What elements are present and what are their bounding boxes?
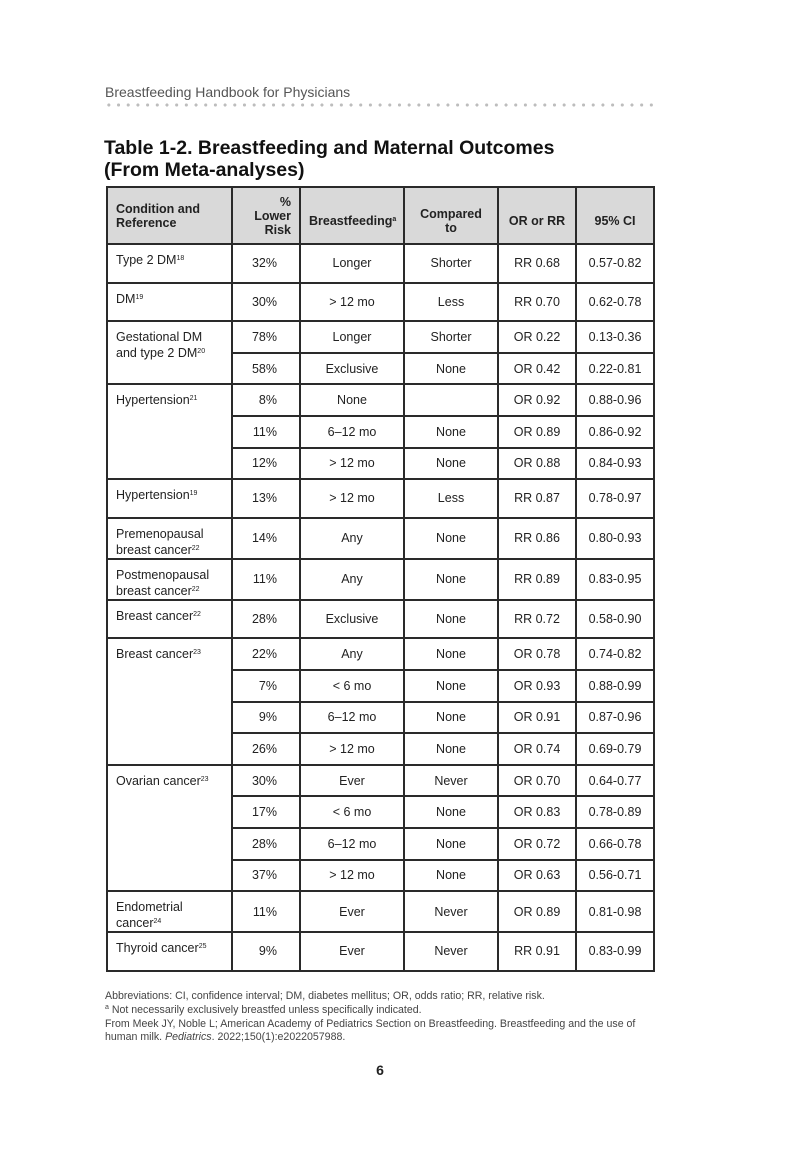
breastfeeding-cell: 6–12 mo <box>300 702 404 734</box>
ratio-cell: OR 0.83 <box>498 796 576 828</box>
compared-to-cell: None <box>404 796 498 828</box>
ci-cell: 0.84-0.93 <box>576 448 654 480</box>
ratio-cell: OR 0.42 <box>498 353 576 385</box>
ratio-cell: OR 0.91 <box>498 702 576 734</box>
lower-risk-cell: 30% <box>232 283 300 322</box>
lower-risk-cell: 78% <box>232 321 300 353</box>
table-row <box>107 283 654 322</box>
lower-risk-cell: 11% <box>232 559 300 600</box>
table-row <box>107 932 654 971</box>
compared-to-cell: Shorter <box>404 244 498 283</box>
ratio-cell: RR 0.91 <box>498 932 576 971</box>
lower-risk-cell: 11% <box>232 891 300 932</box>
table-row <box>107 638 654 670</box>
ratio-cell: RR 0.87 <box>498 479 576 518</box>
condition-cell: Thyroid cancer$^{25}$ <box>107 932 232 971</box>
ci-cell: 0.62-0.78 <box>576 283 654 322</box>
ci-cell: 0.88-0.96 <box>576 384 654 416</box>
breastfeeding-cell: 6–12 mo <box>300 828 404 860</box>
ci-cell: 0.83-0.99 <box>576 932 654 971</box>
ratio-cell: RR 0.70 <box>498 283 576 322</box>
ratio-cell: RR 0.86 <box>498 518 576 559</box>
compared-to-cell: None <box>404 670 498 702</box>
ratio-cell: OR 0.78 <box>498 638 576 670</box>
compared-to-cell: Less <box>404 283 498 322</box>
ci-cell: 0.78-0.97 <box>576 479 654 518</box>
condition-cell: Endometrial cancer$^{24}$ <box>107 891 232 932</box>
breastfeeding-cell: > 12 mo <box>300 448 404 480</box>
compared-to-cell: None <box>404 828 498 860</box>
compared-to-cell: Less <box>404 479 498 518</box>
breastfeeding-cell: 6–12 mo <box>300 416 404 448</box>
ci-cell: 0.22-0.81 <box>576 353 654 385</box>
breastfeeding-cell: Exclusive <box>300 600 404 639</box>
col-header-or-rr: OR or RR <box>498 187 576 244</box>
breastfeeding-cell: Any <box>300 559 404 600</box>
breastfeeding-cell: Ever <box>300 765 404 797</box>
ci-cell: 0.13-0.36 <box>576 321 654 353</box>
lower-risk-cell: 26% <box>232 733 300 765</box>
breastfeeding-cell: Longer <box>300 321 404 353</box>
table-title-line2: (From Meta-analyses) <box>104 159 305 181</box>
breastfeeding-cell: Any <box>300 518 404 559</box>
ratio-cell: RR 0.89 <box>498 559 576 600</box>
lower-risk-cell: 22% <box>232 638 300 670</box>
condition-cell: Premenopausal breast cancer$^{22}$ <box>107 518 232 559</box>
source-citation: From Meek JY, Noble L; American Academy of Pediatrics Section on Breastfeeding. Breastfeeding and the use of human milk. Pediatrics. 2022;150(1):e2022057988. <box>105 1017 636 1044</box>
lower-risk-cell: 13% <box>232 479 300 518</box>
breastfeeding-cell: > 12 mo <box>300 283 404 322</box>
compared-to-cell: None <box>404 600 498 639</box>
abbreviations-note: Abbreviations: CI, confidence interval; DM, diabetes mellitus; OR, odds ratio; RR, relative risk. <box>105 990 545 1002</box>
condition-cell: Postmenopausal breast cancer$^{22}$ <box>107 559 232 600</box>
lower-risk-cell: 28% <box>232 828 300 860</box>
lower-risk-cell: 37% <box>232 860 300 892</box>
compared-to-cell: None <box>404 638 498 670</box>
ci-cell: 0.80-0.93 <box>576 518 654 559</box>
condition-cell: Breast cancer$^{22}$ <box>107 600 232 639</box>
compared-to-cell: None <box>404 733 498 765</box>
condition-cell: Ovarian cancer$^{23}$ <box>107 765 232 891</box>
lower-risk-cell: 32% <box>232 244 300 283</box>
compared-to-cell: None <box>404 860 498 892</box>
table-footnotes <box>105 990 665 1045</box>
compared-to-cell: None <box>404 559 498 600</box>
lower-risk-cell: 17% <box>232 796 300 828</box>
condition-cell: Breast cancer$^{23}$ <box>107 638 232 764</box>
ci-cell: 0.69-0.79 <box>576 733 654 765</box>
table-row <box>107 600 654 639</box>
ratio-cell: OR 0.74 <box>498 733 576 765</box>
table-row <box>107 559 654 600</box>
breastfeeding-cell: Ever <box>300 891 404 932</box>
compared-to-cell: Never <box>404 932 498 971</box>
condition-cell: Gestational DM and type 2 DM$^{20}$ <box>107 321 232 384</box>
ratio-cell: OR 0.22 <box>498 321 576 353</box>
ci-cell: 0.57-0.82 <box>576 244 654 283</box>
compared-to-cell <box>404 384 498 416</box>
compared-to-cell: Never <box>404 891 498 932</box>
lower-risk-cell: 14% <box>232 518 300 559</box>
breastfeeding-cell: < 6 mo <box>300 670 404 702</box>
lower-risk-cell: 28% <box>232 600 300 639</box>
ratio-cell: RR 0.68 <box>498 244 576 283</box>
table-row <box>107 518 654 559</box>
ratio-cell: OR 0.72 <box>498 828 576 860</box>
compared-to-cell: None <box>404 353 498 385</box>
dotted-rule <box>104 103 656 107</box>
ratio-cell: OR 0.92 <box>498 384 576 416</box>
ci-cell: 0.74-0.82 <box>576 638 654 670</box>
ratio-cell: OR 0.63 <box>498 860 576 892</box>
ci-cell: 0.86-0.92 <box>576 416 654 448</box>
lower-risk-cell: 30% <box>232 765 300 797</box>
breastfeeding-cell: > 12 mo <box>300 860 404 892</box>
ci-cell: 0.88-0.99 <box>576 670 654 702</box>
compared-to-cell: None <box>404 416 498 448</box>
ci-cell: 0.66-0.78 <box>576 828 654 860</box>
table-row <box>107 321 654 353</box>
breastfeeding-cell: None <box>300 384 404 416</box>
table-header-row <box>107 187 654 244</box>
breastfeeding-cell: Exclusive <box>300 353 404 385</box>
lower-risk-cell: 58% <box>232 353 300 385</box>
ci-cell: 0.56-0.71 <box>576 860 654 892</box>
col-header-lower-risk: % Lower Risk <box>232 187 300 244</box>
running-head: Breastfeeding Handbook for Physicians <box>105 84 351 100</box>
breastfeeding-cell: Longer <box>300 244 404 283</box>
breastfeeding-cell: > 12 mo <box>300 479 404 518</box>
lower-risk-cell: 8% <box>232 384 300 416</box>
ci-cell: 0.87-0.96 <box>576 702 654 734</box>
table-row <box>107 765 654 797</box>
table-row <box>107 384 654 416</box>
ratio-cell: RR 0.72 <box>498 600 576 639</box>
footnote-a: $^a$ Not necessarily exclusively breastfed unless specifically indicated. <box>105 1003 422 1016</box>
compared-to-cell: None <box>404 518 498 559</box>
page-number: 6 <box>376 1062 384 1078</box>
ci-cell: 0.81-0.98 <box>576 891 654 932</box>
ratio-cell: OR 0.89 <box>498 891 576 932</box>
compared-to-cell: Never <box>404 765 498 797</box>
lower-risk-cell: 11% <box>232 416 300 448</box>
ratio-cell: OR 0.88 <box>498 448 576 480</box>
lower-risk-cell: 9% <box>232 932 300 971</box>
table-title-line1: Table 1-2. Breastfeeding and Maternal Outcomes <box>104 137 555 159</box>
col-header-breastfeeding: Breastfeeding$^a$ <box>300 187 404 244</box>
ci-cell: 0.58-0.90 <box>576 600 654 639</box>
condition-cell: Type 2 DM$^{18}$ <box>107 244 232 283</box>
table-row <box>107 891 654 932</box>
ci-cell: 0.83-0.95 <box>576 559 654 600</box>
ratio-cell: OR 0.70 <box>498 765 576 797</box>
compared-to-cell: None <box>404 702 498 734</box>
col-header-condition: Condition and Reference <box>107 187 232 244</box>
compared-to-cell: None <box>404 448 498 480</box>
table-title <box>104 137 554 181</box>
ci-cell: 0.64-0.77 <box>576 765 654 797</box>
lower-risk-cell: 12% <box>232 448 300 480</box>
condition-cell: DM$^{19}$ <box>107 283 232 322</box>
breastfeeding-cell: > 12 mo <box>300 733 404 765</box>
lower-risk-cell: 9% <box>232 702 300 734</box>
condition-cell: Hypertension$^{21}$ <box>107 384 232 479</box>
ratio-cell: OR 0.89 <box>498 416 576 448</box>
breastfeeding-cell: < 6 mo <box>300 796 404 828</box>
breastfeeding-cell: Ever <box>300 932 404 971</box>
ratio-cell: OR 0.93 <box>498 670 576 702</box>
table-row <box>107 479 654 518</box>
outcomes-table <box>106 186 655 972</box>
compared-to-cell: Shorter <box>404 321 498 353</box>
condition-cell: Hypertension$^{19}$ <box>107 479 232 518</box>
breastfeeding-cell: Any <box>300 638 404 670</box>
col-header-ci: 95% CI <box>576 187 654 244</box>
ci-cell: 0.78-0.89 <box>576 796 654 828</box>
lower-risk-cell: 7% <box>232 670 300 702</box>
col-header-compared-to: Compared to <box>404 187 498 244</box>
table-row <box>107 244 654 283</box>
